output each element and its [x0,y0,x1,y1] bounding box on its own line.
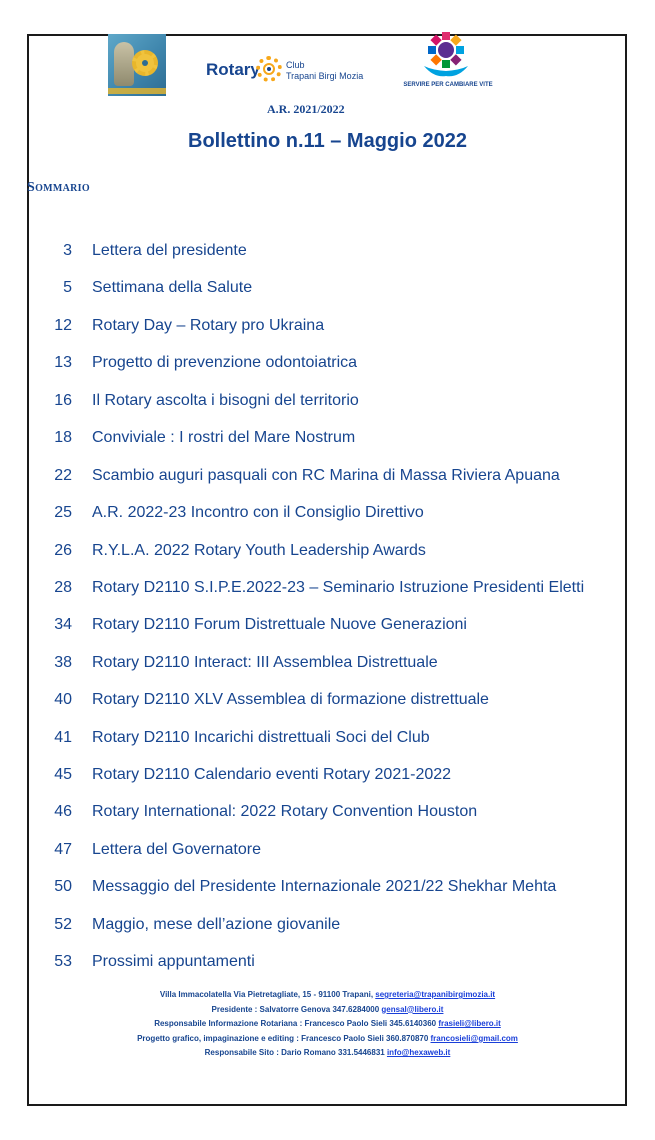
toc-page-number: 52 [54,916,72,933]
toc-page-number: 26 [54,542,72,559]
toc-entry-title: Messaggio del Presidente Internazionale 2021/22 Shekhar Mehta [92,878,557,895]
toc-page-number: 3 [63,242,72,259]
toc-entry[interactable] [0,463,655,489]
toc-entry[interactable] [0,425,655,451]
toc-entry-title: Prossimi appuntamenti [92,953,255,970]
toc-entry-title: Conviviale : I rostri del Mare Nostrum [92,429,356,446]
editing-email-link[interactable]: francosieli@gmail.com [430,1033,518,1043]
toc-entry-title: R.Y.L.A. 2022 Rotary Youth Leadership Awards [92,542,426,559]
club-label: Club [286,60,305,70]
toc-entry-title: Scambio auguri pasquali con RC Marina di Massa Riviera Apuana [92,467,560,484]
toc-entry[interactable] [0,837,655,863]
secretary-email-link[interactable]: segreteria@trapanibirgimozia.it [375,990,496,999]
toc-entry[interactable] [0,799,655,825]
toc-entry[interactable] [0,350,655,376]
club-name: Trapani Birgi Mozia [286,71,364,81]
site-email-link[interactable]: info@hexaweb.it [386,1048,451,1058]
toc-page-number: 50 [54,878,72,895]
toc-entry-title: Rotary D2110 Forum Distrettuale Nuove Generazioni [92,616,467,633]
toc-entry[interactable] [0,275,655,301]
toc-entry[interactable] [0,388,655,414]
toc-entry-title: Rotary International: 2022 Rotary Convention Houston [92,803,478,820]
footer-address: Villa Immacolatella Via Pietretagliate, 15 - 91100 Trapani, [159,990,376,999]
toc-page-number: 45 [54,766,72,783]
footer-president: Presidente : Salvatorre Genova 347.6284000 [211,1004,382,1014]
toc-entry-title: Rotary D2110 Calendario eventi Rotary 2021-2022 [92,766,452,783]
footer-address-line [40,988,615,1003]
toc-entry[interactable] [0,238,655,264]
summary-heading: Sommario [27,180,90,195]
toc-entry[interactable] [0,912,655,938]
toc-entry-title: Rotary Day – Rotary pro Ukraina [92,317,325,334]
toc-entry-title: Maggio, mese dell’azione giovanile [92,916,341,933]
toc-page-number: 12 [54,317,72,334]
toc-entry[interactable] [0,538,655,564]
theme-motto: SERVIRE PER CAMBIARE VITE [403,82,493,88]
toc-entry-title: Rotary D2110 Interact: III Assemblea Distrettuale [92,654,438,671]
contact-footer [40,988,615,1061]
toc-entry[interactable] [0,575,655,601]
toc-page-number: 28 [54,579,72,596]
toc-page-number: 53 [54,953,72,970]
toc-entry-title: Lettera del presidente [92,242,247,259]
bulletin-title: Bollettino n.11 – Maggio 2022 [188,130,467,152]
toc-entry[interactable] [0,313,655,339]
toc-page-number: 16 [54,392,72,409]
toc-entry[interactable] [0,500,655,526]
toc-entry-title: A.R. 2022-23 Incontro con il Consiglio Direttivo [92,504,424,521]
toc-entry-title: Lettera del Governatore [92,841,261,858]
toc-entry-title: Rotary D2110 XLV Assemblea di formazione distrettuale [92,691,489,708]
footer-info-manager: Responsabile Informazione Rotariana : Francesco Paolo Sieli 345.6140360 [154,1019,439,1029]
toc-entry[interactable] [0,762,655,788]
toc-page-number: 25 [54,504,72,521]
footer-site-manager: Responsabile Sito : Dario Romano 331.5446831 [204,1048,387,1058]
toc-page-number: 34 [54,616,72,633]
toc-entry[interactable] [0,650,655,676]
toc-entry[interactable] [0,687,655,713]
footer-editing: Progetto grafico, impaginazione e editing : Francesco Paolo Sieli 360.870870 [137,1033,431,1043]
toc-entry[interactable] [0,612,655,638]
toc-entry[interactable] [0,949,655,975]
toc-page-number: 46 [54,803,72,820]
toc-page-number: 40 [54,691,72,708]
toc-page-number: 18 [54,429,72,446]
toc-page-number: 5 [63,279,72,296]
toc-entry-title: Progetto di prevenzione odontoiatrica [92,354,358,371]
footer-site-line [40,1046,615,1061]
toc-entry[interactable] [0,874,655,900]
footer-editing-line [40,1032,615,1047]
toc-entry-title: Rotary D2110 S.I.P.E.2022-23 – Seminario Istruzione Presidenti Eletti [92,579,585,596]
toc-page-number: 47 [54,841,72,858]
toc-entry-title: Rotary D2110 Incarichi distrettuali Soci del Club [92,729,430,746]
rotary-year: A.R. 2021/2022 [267,102,345,116]
toc-page-number: 41 [54,729,72,746]
president-email-link[interactable]: gensal@libero.it [381,1004,444,1014]
toc-page-number: 38 [54,654,72,671]
footer-info-line [40,1017,615,1032]
footer-president-line [40,1003,615,1018]
rotary-wordmark: Rotary [206,60,260,79]
toc-page-number: 13 [54,354,72,371]
toc-entry-title: Settimana della Salute [92,279,253,296]
toc-entry-title: Il Rotary ascolta i bisogni del territorio [92,392,359,409]
info-email-link[interactable]: frasieli@libero.it [438,1019,501,1029]
toc-entry[interactable] [0,725,655,751]
toc-page-number: 22 [54,467,72,484]
